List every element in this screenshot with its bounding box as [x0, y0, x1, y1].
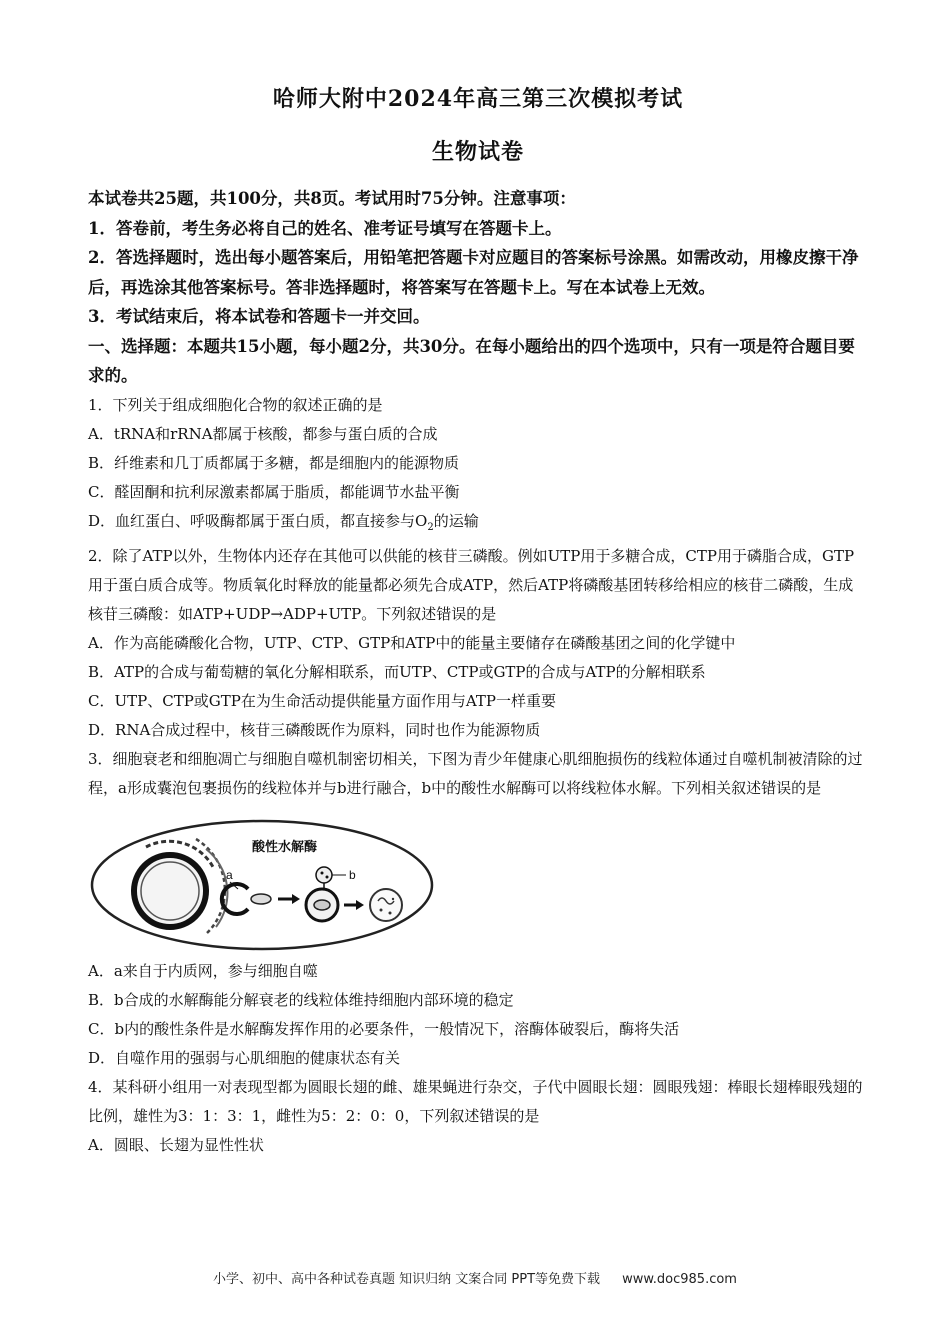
option-a: A．a来自于内质网，参与细胞自噬 — [88, 961, 318, 980]
page-footer — [0, 1268, 950, 1287]
section-heading: 一、选择题：本题共15小题，每小题2分，共30分。在每小题给出的四个选项中，只有一项是符合题目要求的。 — [88, 336, 855, 385]
damaged-mitochondrion — [251, 894, 271, 904]
instruction-line: 本试卷共25题，共100分，共8页。考试用时75分钟。注意事项： — [88, 189, 576, 208]
option-d: D．自噬作用的强弱与心肌细胞的健康状态有关 — [88, 1048, 401, 1067]
question-stem: 3．细胞衰老和细胞凋亡与细胞自噬机制密切相关，下图为青少年健康心肌细胞损伤的线粒体通过自噬机制被清除的过程，a形成囊泡包裹损伤的线粒体并与b进行融合，b中的酸性水解酶可以将线粒体水解。下列相关叙述错误的是 — [88, 749, 863, 797]
option-c: C．UTP、CTP或GTP在为生命活动提供能量方面作用与ATP一样重要 — [88, 691, 556, 710]
label-enzyme: 酸性水解酶 — [252, 839, 318, 855]
question-3 — [88, 745, 868, 1073]
option-a: A．圆眼、长翅为显性性状 — [88, 1135, 264, 1154]
instruction-line: 3．考试结束后，将本试卷和答题卡一并交回。 — [88, 307, 430, 326]
autophagy-diagram-svg — [88, 809, 438, 957]
option-b: B．b合成的水解酶能分解衰老的线粒体维持细胞内部环境的稳定 — [88, 990, 514, 1009]
autophagy-diagram — [88, 809, 438, 957]
phagophore — [222, 884, 248, 914]
option-c: C．b内的酸性条件是水解酶发挥作用的必要条件，一般情况下，溶酶体破裂后，酶将失活 — [88, 1019, 680, 1038]
option-d: D．血红蛋白、呼吸酶都属于蛋白质，都直接参与$O_2$的运输 — [88, 511, 479, 533]
option-d: D．RNA合成过程中，核苷三磷酸既作为原料，同时也作为能源物质 — [88, 720, 541, 739]
question-4 — [88, 1073, 868, 1160]
question-stem: 1．下列关于组成细胞化合物的叙述正确的是 — [88, 395, 383, 414]
label-b: b — [349, 867, 356, 882]
option-a: A．作为高能磷酸化合物，UTP、CTP、GTP和ATP中的能量主要储存在磷酸基团之间的化学键中 — [88, 633, 736, 652]
footer-text: 小学、初中、高中各种试卷真题 知识归纳 文案合同 PPT等免费下载 — [213, 1272, 601, 1287]
option-b: B．ATP的合成与葡萄糖的氧化分解相联系，而UTP、CTP或GTP的合成与ATP的分解相联系 — [88, 662, 706, 681]
lysosome — [316, 867, 332, 883]
question-stem: 4．某科研小组用一对表现型都为圆眼长翅的雌、雄果蝇进行杂交，子代中圆眼长翅：圆眼残翅：棒眼长翅棒眼残翅的比例，雄性为3：1：3：1，雌性为5：2：0：0，下列叙述错误的是 — [88, 1077, 863, 1125]
option-a: A．tRNA和rRNA都属于核酸，都参与蛋白质的合成 — [88, 424, 438, 443]
question-2 — [88, 542, 868, 745]
label-a: a — [226, 867, 233, 882]
option-c: C．醛固酮和抗利尿激素都属于脂质，都能调节水盐平衡 — [88, 482, 460, 501]
nucleus — [134, 855, 206, 927]
question-1 — [88, 391, 868, 542]
instruction-line: 2．答选择题时，选出每小题答案后，用铅笔把答题卡对应题目的答案标号涂黑。如需改动，用橡皮擦干净后，再选涂其他答案标号。答非选择题时，将答案写在答题卡上。写在本试卷上无效。 — [88, 248, 859, 297]
footer-url[interactable]: www.doc985.com — [622, 1272, 737, 1287]
question-stem: 2．除了ATP以外，生物体内还存在其他可以供能的核苷三磷酸。例如UTP用于多糖合成，CTP用于磷脂合成，GTP用于蛋白质合成等。物质氧化时释放的能量都必须先合成ATP，然后ATP将磷酸基团转移给相应的核苷二磷酸，生成核苷三磷酸：如ATP+UDP→ADP+UTP。下列叙述错误的是 — [88, 546, 855, 623]
option-b: B．纤维素和几丁质都属于多糖，都是细胞内的能源物质 — [88, 453, 460, 472]
instruction-line: 1．答卷前，考生务必将自己的姓名、准考证号填写在答题卡上。 — [88, 218, 562, 238]
autolysosome — [370, 889, 402, 921]
instructions — [88, 184, 868, 391]
exam-subtitle: 生物试卷 — [431, 139, 524, 165]
exam-page — [88, 78, 868, 1160]
exam-title: 哈师大附中2024年高三第三次模拟考试 — [272, 86, 684, 112]
